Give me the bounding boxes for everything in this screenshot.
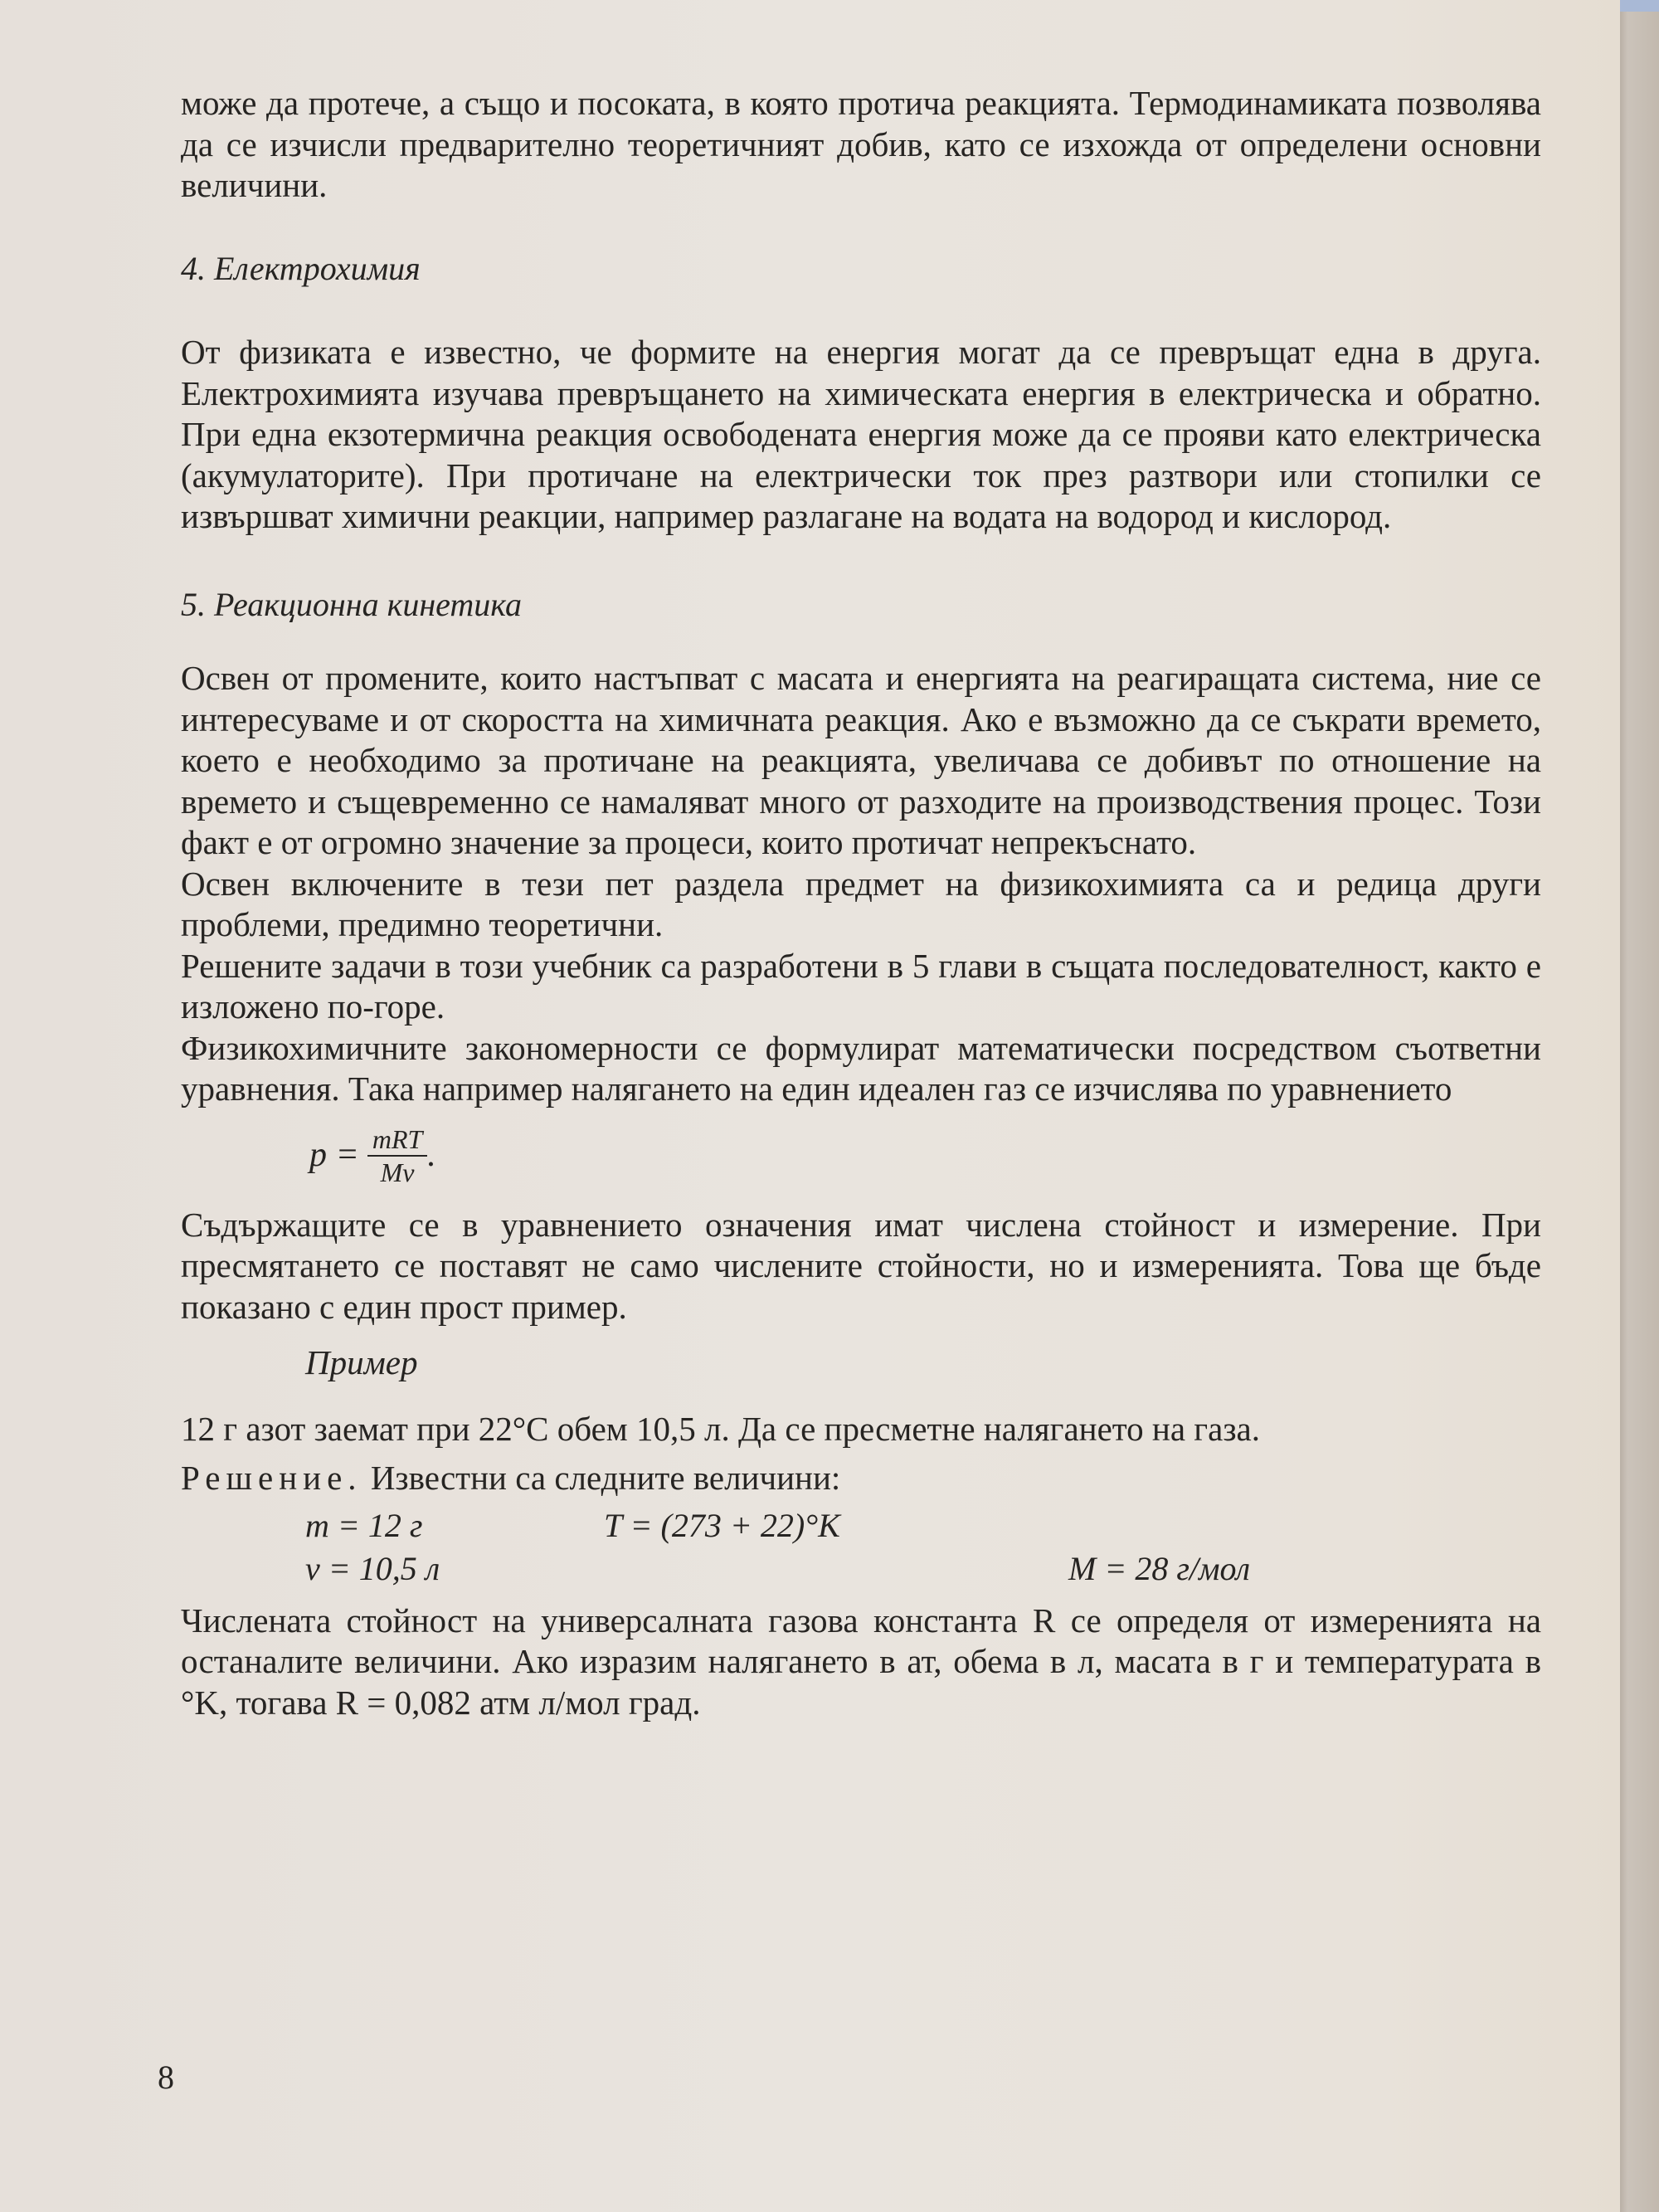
- example-label: Пример: [305, 1343, 418, 1381]
- section-heading-kinetics: 5. Реакционна кинетика: [181, 585, 522, 623]
- section-paragraph-kinetics: Освен от промените, които настъпват с масата и енергията на реагиращата система, ние се интересуваме и от скоростта на химичната реакция. Ако е възможно да се съкрати времето, което е необходимо за протичане на реакцията, увеличава се добивът по отношение на времето и същевременно се намаляват много от разходите на производствения процес. Този факт е от огромно значение за процеси, които протичат непрекъснато.: [181, 659, 1541, 861]
- formula-lhs: p =: [309, 1135, 359, 1174]
- paragraph-chapters: Решените задачи в този учебник са разработени в 5 глави в същата последователност, както е изложено по-горе.: [181, 946, 1541, 1026]
- solution-label: Решение.: [181, 1459, 362, 1497]
- section-heading-electrochemistry: 4. Електрохимия: [181, 249, 421, 287]
- formula-trailing: .: [427, 1135, 436, 1174]
- paragraph-equations: Физикохимичните закономерности се формулират математически посредством съответни уравнения. Така например налягането на един идеален газ се изчислява по уравнението: [181, 1028, 1541, 1108]
- paragraph-other-problems: Освен включените в тези пет раздела предмет на физикохимията са и редица други проблеми, предимно теоретични.: [181, 864, 1541, 943]
- example-problem: 12 г азот заемат при 22°C обем 10,5 л. Да се пресметне налягането на газа.: [181, 1409, 1260, 1448]
- known-volume: v = 10,5 л: [305, 1549, 440, 1587]
- page-content: [181, 83, 1541, 1723]
- ideal-gas-formula: [309, 1125, 1541, 1186]
- intro-paragraph: може да протече, а също и посоката, в която протича реакцията. Термодинамиката позволява да се изчисли предварително теоретичният добив, като се изхожда от определени основни величини.: [181, 84, 1541, 204]
- solution-line: [181, 1458, 1541, 1499]
- page-number: 8: [158, 2059, 174, 2096]
- solution-intro: Известни са следните величини:: [370, 1459, 841, 1497]
- section-paragraph-electrochemistry: От физиката е известно, че формите на енергия могат да се превръщат една в друга. Електрохимията изучава превръщането на химическата енергия в електрическа и обратно. При една екзотермична реакция освободената енергия може да се прояви като електрическа (акумулаторите). При протичане на електрически ток през разтвори или стопилки се извършват химични реакции, например разлагане на водата на водород и кислород.: [181, 333, 1541, 535]
- background-sky: [1620, 0, 1659, 12]
- known-temperature: T = (273 + 22)°K: [604, 1506, 840, 1544]
- known-quantities: [305, 1504, 1541, 1591]
- formula-fraction: [367, 1125, 427, 1186]
- formula-numerator: mRT: [367, 1125, 427, 1157]
- formula-denominator: Mv: [380, 1157, 415, 1187]
- known-mass: m = 12 г: [305, 1506, 423, 1544]
- known-molar-mass: M = 28 г/мол: [1068, 1549, 1251, 1587]
- paragraph-dimensions: Съдържащите се в уравнението означения имат числена стойност и измерение. При пресмятането се поставят не само числените стойности, но и измеренията. Това ще бъде показано с един прост пример.: [181, 1205, 1541, 1326]
- next-page-edge: [1620, 0, 1659, 2212]
- paragraph-gas-constant: Числената стойност на универсалната газова константа R се определя от измеренията на останалите величини. Ако изразим налягането в ат, обема в л, масата в г и температурата в °K, тогава R = 0,082 атм л/мол град.: [181, 1601, 1541, 1722]
